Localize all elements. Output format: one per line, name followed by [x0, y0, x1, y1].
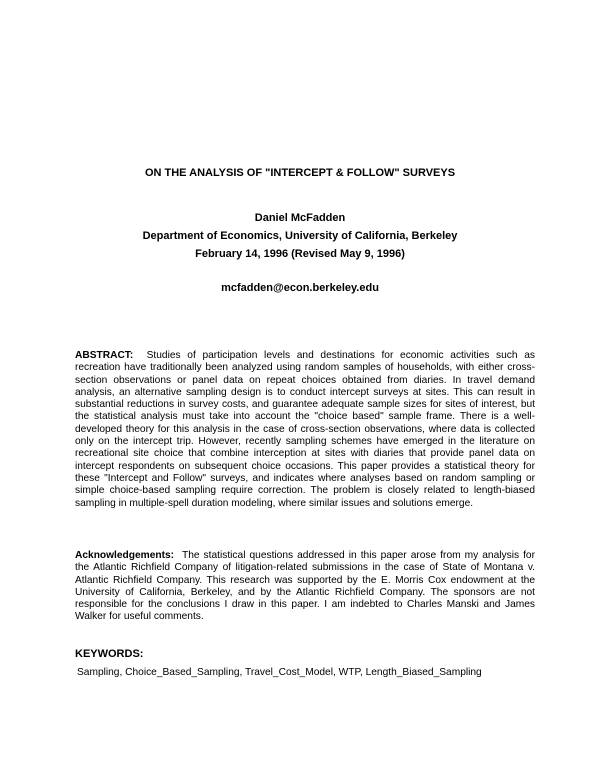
author-name: Daniel McFadden: [254, 212, 346, 224]
keywords-heading: KEYWORDS:: [75, 648, 144, 660]
acknowledgements-paragraph: [75, 550, 535, 624]
acknowledgements-label: Acknowledgements:: [75, 550, 175, 561]
author-block: [0, 209, 600, 263]
author-email: mcfadden@econ.berkeley.edu: [221, 282, 379, 294]
author-affiliation: Department of Economics, University of California, Berkeley: [142, 230, 458, 242]
abstract-label: ABSTRACT:: [75, 350, 134, 361]
acknowledgements-text: The statistical questions addressed in this paper arose from my analysis for the Atlantic Richfield Company of litigation-related submissions in the case of State of Montana v. Atlantic Richfield Company. This research was supported by the E. Morris Cox endowment at the University of California, Berkeley, and by the Atlantic Richfield Company. The sponsors are not responsible for the conclusions I draw in this paper. I am indebted to Charles Manski and James Walker for useful comments.: [75, 550, 535, 623]
paper-title: ON THE ANALYSIS OF "INTERCEPT & FOLLOW" SURVEYS: [144, 167, 456, 179]
abstract-text: Studies of participation levels and destinations for economic activities such as recreation have traditionally been analyzed using random samples of households, with either cross-section observations or panel data on repeat choices obtained from diaries. In travel demand analysis, an alternative sampling design is to conduct intercept surveys at sites. This can result in substantial reductions in survey costs, and guarantee adequate sample sizes for sites of interest, but the statistical analysis must take into account the "choice based" sample frame. There is a well-developed theory for this analysis in the case of cross-section observations, where data is collected only on the intercept trip. However, recently sampling schemes have emerged in the literature on recreational site choice that combine interception at sites with diaries that provide panel data on intercept respondents on subsequent choice occasions. This paper provides a statistical theory for these "Intercept and Follow" surveys, and indicates where analyses based on random sampling or simple choice-based sampling require correction. The problem is closely related to length-biased sampling in multiple-spell duration modeling, where similar issues and solutions emerge.: [75, 350, 535, 509]
abstract-paragraph: [75, 350, 535, 510]
keywords-list: Sampling, Choice_Based_Sampling, Travel_Cost_Model, WTP, Length_Biased_Sampling: [77, 667, 482, 678]
paper-date: February 14, 1996 (Revised May 9, 1996): [195, 248, 405, 260]
